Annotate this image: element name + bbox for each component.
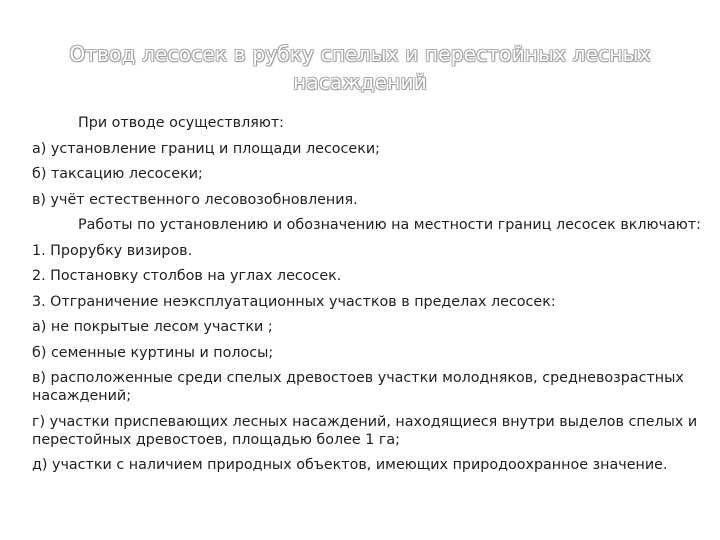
sub-item-d: д) участки с наличием природных объектов, имеющих природоохранное значение. bbox=[32, 457, 668, 473]
sub-item-a: а) не покрытые лесом участки ; bbox=[32, 319, 273, 335]
slide-title bbox=[40, 40, 680, 96]
list-item-a: а) установление границ и площади лесосеки; bbox=[32, 140, 380, 157]
sub-item-v: в) расположенные среди спелых древостоев участки молодняков, средневозрастных насаждений; bbox=[32, 370, 684, 404]
list-item-1: 1. Прорубку визиров. bbox=[32, 242, 193, 259]
slide-title-line-2: насаждений bbox=[293, 70, 427, 94]
sub-item-b: б) семенные куртины и полосы; bbox=[32, 344, 274, 361]
list-item-b: б) таксацию лесосеки; bbox=[32, 166, 203, 182]
intro-text: При отводе осуществляют: bbox=[78, 115, 284, 131]
works-heading: Работы по установлению и обозначению на местности границ лесосек включают: bbox=[78, 217, 701, 233]
slide-body bbox=[32, 114, 712, 482]
list-item-v: в) учёт естественного лесовозобновления. bbox=[32, 191, 358, 208]
slide-title-line-1: Отвод лесосек в рубку спелых и перестойных лесных bbox=[69, 42, 651, 66]
list-item-2: 2. Постановку столбов на углах лесосек. bbox=[32, 268, 342, 284]
sub-item-g: г) участки приспевающих лесных насаждений, находящиеся внутри выделов спелых и перестойных древостоев, площадью более 1 га; bbox=[32, 413, 698, 448]
list-item-3: 3. Отграничение неэксплуатационных участков в пределах лесосек: bbox=[32, 293, 556, 310]
